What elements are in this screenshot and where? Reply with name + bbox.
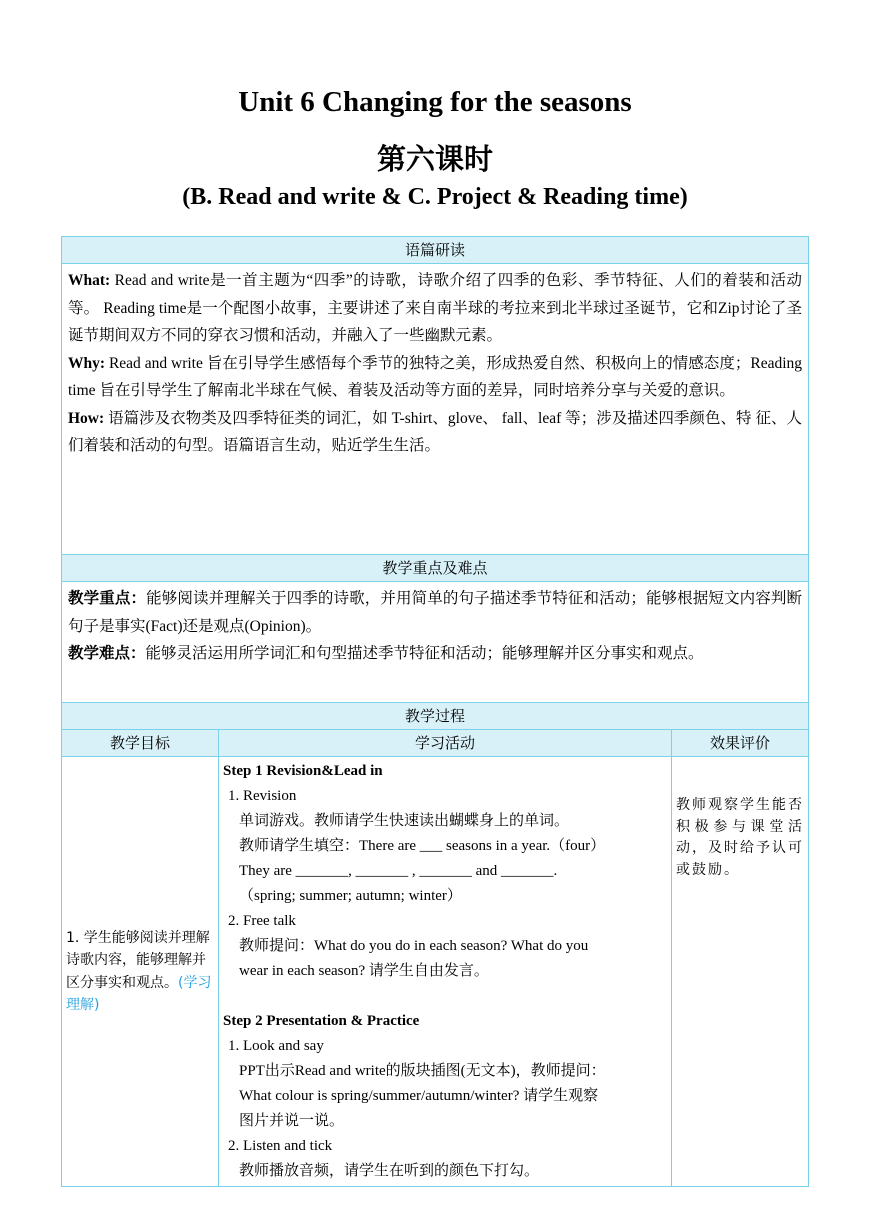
key-points-header: 教学重点及难点: [62, 555, 809, 582]
look-say-heading: 1. Look and say: [228, 1038, 324, 1054]
step2-heading: Step 2 Presentation & Practice: [223, 1013, 420, 1029]
key-points-body: [62, 582, 809, 703]
what-text: Read and write是一首主题为“四季”的诗歌，诗歌介绍了四季的色彩、季节特征、人们的着装和活动等。 Reading time是一个配图小故事，主要讲述了来自南半球的考拉来到北半球过圣诞节，它和Zip讨论了圣诞节期间双方不同的穿衣习惯和活动，并融入了一些幽默元素。: [68, 272, 803, 344]
free-talk-line-2: wear in each season? 请学生自由发言。: [239, 963, 489, 979]
focus-text: 能够阅读并理解关于四季的诗歌，并用简单的句子描述季节特征和活动；能够根据短文内容判断句子是事实(Fact)还是观点(Opinion)。: [68, 590, 803, 635]
focus-paragraph: [68, 585, 802, 640]
difficulty-label: 教学难点：: [68, 644, 146, 662]
how-text: 语篇涉及衣物类及四季特征类的词汇，如 T-shirt、glove、 fall、leaf 等；涉及描述四季颜色、特 征、人们着装和活动的句型。语篇语言生动，贴近学生生活。: [68, 409, 803, 454]
look-say-line-1: PPT出示Read and write的版块插图(无文本)，教师提问：: [239, 1063, 606, 1079]
look-say-line-2: What colour is spring/summer/autumn/winter? 请学生观察: [239, 1088, 599, 1104]
spacer: [223, 984, 667, 1009]
free-talk-heading: 2. Free talk: [228, 913, 296, 929]
what-paragraph: [68, 267, 802, 350]
process-header: 教学过程: [62, 703, 809, 730]
col-header-goal: 教学目标: [62, 730, 219, 757]
why-paragraph: [68, 350, 802, 405]
activity-cell: [219, 757, 672, 1187]
step1-heading: Step 1 Revision&Lead in: [223, 763, 383, 779]
goal-tag: (学习理解): [66, 974, 212, 1013]
lesson-plan-table: [61, 236, 809, 1187]
listen-tick-line-1: 教师播放音频，请学生在听到的颜色下打勾。: [239, 1163, 540, 1179]
revision-line-3: They are _______, _______ , _______ and _______.: [239, 863, 558, 879]
col-header-eval: 效果评价: [672, 730, 809, 757]
analysis-header: 语篇研读: [62, 237, 809, 264]
listen-tick-heading: 2. Listen and tick: [228, 1138, 333, 1154]
revision-line-2: 教师请学生填空：There are ___ seasons in a year.（four）: [239, 838, 606, 854]
how-label: How:: [68, 409, 105, 427]
eval-text: 教师观察学生能否积极参与课堂活动，及时给予认可或鼓励。: [676, 797, 805, 878]
lesson-number: 第六课时: [376, 142, 493, 176]
col-header-activity: 学习活动: [219, 730, 672, 757]
why-label: Why:: [68, 354, 106, 372]
difficulty-paragraph: [68, 640, 802, 668]
revision-line-4: （spring; summer; autumn; winter）: [239, 888, 462, 904]
how-paragraph: [68, 405, 802, 460]
difficulty-text: 能够灵活运用所学词汇和句型描述季节特征和活动；能够理解并区分事实和观点。: [145, 645, 704, 662]
what-label: What:: [68, 272, 111, 289]
eval-cell: [672, 757, 809, 1187]
focus-label: 教学重点：: [68, 589, 147, 607]
lesson-subtitle: (B. Read and write & C. Project & Reading time): [182, 184, 688, 210]
why-text: Read and write 旨在引导学生感悟每个季节的独特之美，形成热爱自然、积极向上的情感态度；Reading time 旨在引导学生了解南北半球在气候、着装及活动等方面的差异，同时培养分享与关爱的意识。: [68, 354, 803, 399]
free-talk-line-1: 教师提问：What do you do in each season? What do you: [239, 938, 589, 954]
revision-heading: 1. Revision: [228, 788, 297, 804]
goal-text: 1. 学生能够阅读并理解诗歌内容，能够理解并区分事实和观点。: [66, 929, 210, 991]
analysis-body: [62, 264, 809, 555]
revision-line-1: 单词游戏。教师请学生快速读出蝴蝶身上的单词。: [239, 813, 570, 829]
doc-title: Unit 6 Changing for the seasons: [238, 86, 632, 118]
look-say-line-3: 图片并说一说。: [239, 1113, 345, 1129]
goal-cell: [62, 757, 219, 1187]
